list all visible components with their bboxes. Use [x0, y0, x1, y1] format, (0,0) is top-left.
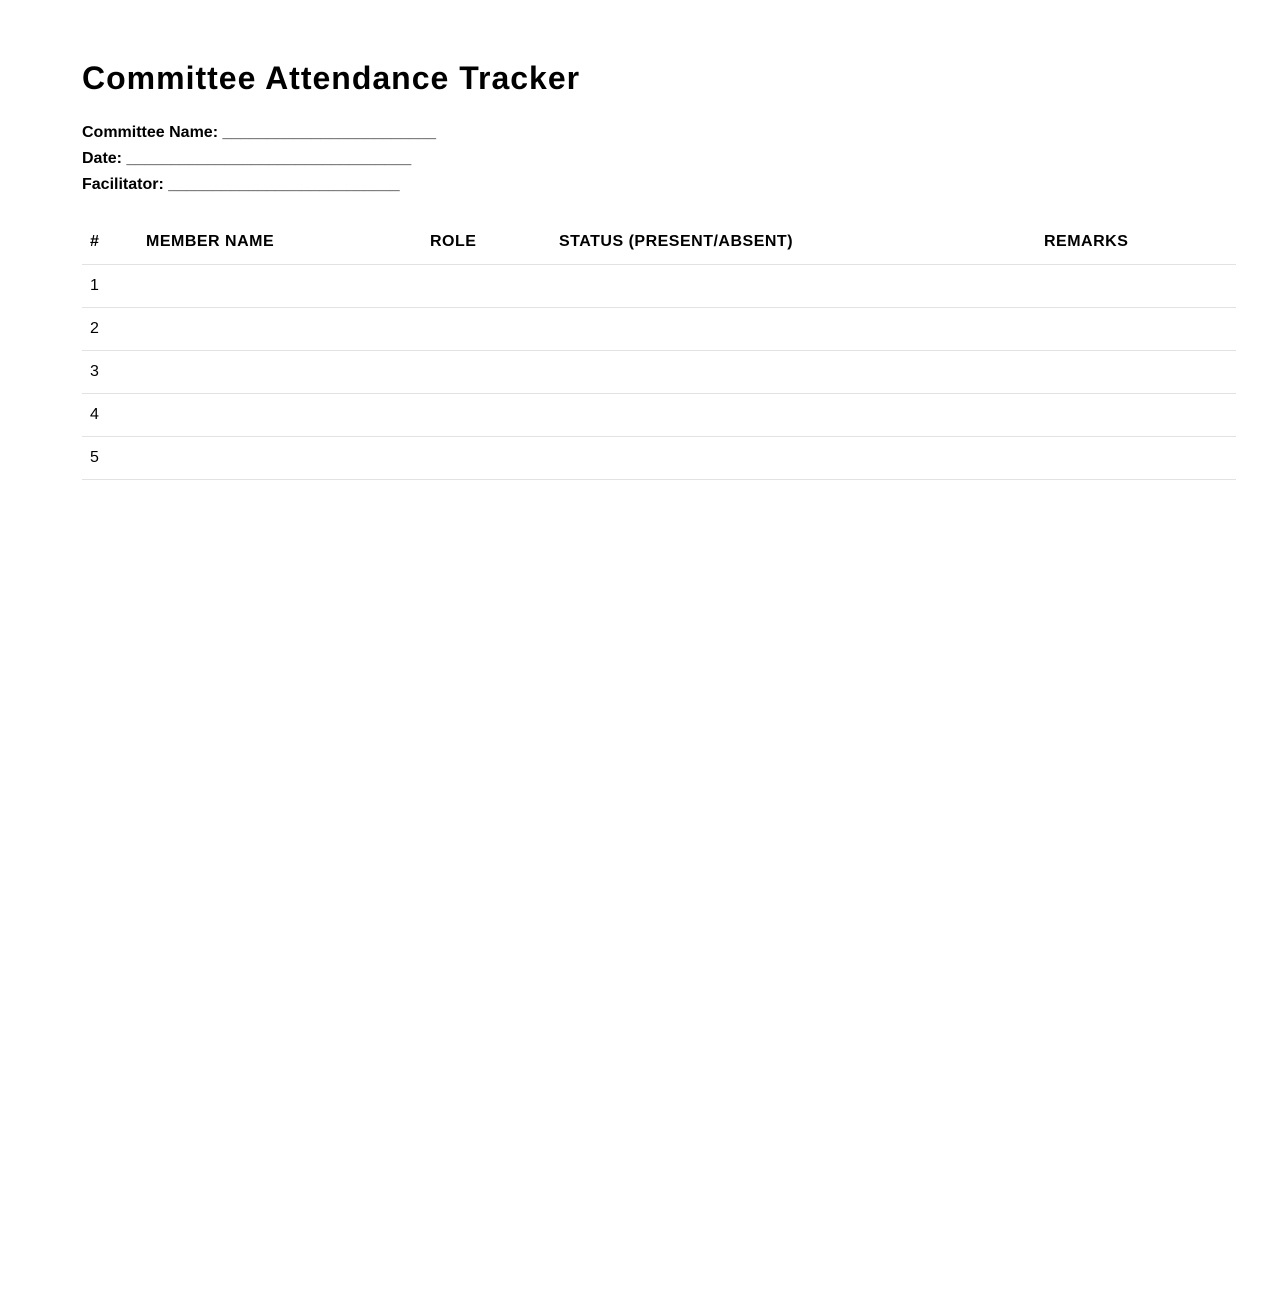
role-cell [422, 351, 551, 394]
role-cell [422, 265, 551, 308]
facilitator-label: Facilitator: [82, 176, 164, 193]
status-cell [551, 308, 1036, 351]
header-number: # [82, 220, 138, 265]
remarks-cell [1036, 437, 1236, 480]
table-row [82, 351, 1236, 394]
header-status: STATUS (PRESENT/ABSENT) [551, 220, 1036, 265]
header-role: ROLE [422, 220, 551, 265]
role-cell [422, 437, 551, 480]
remarks-cell [1036, 308, 1236, 351]
member-name-cell [138, 265, 422, 308]
row-number: 2 [82, 308, 138, 351]
member-name-cell [138, 394, 422, 437]
header-member-name: MEMBER NAME [138, 220, 422, 265]
table-header-row [82, 220, 1236, 265]
attendance-document [82, 58, 1196, 480]
status-cell [551, 265, 1036, 308]
remarks-cell [1036, 351, 1236, 394]
row-number: 1 [82, 265, 138, 308]
date-field [82, 146, 1196, 172]
date-label: Date: [82, 150, 123, 167]
committee-name-field [82, 120, 1196, 146]
facilitator-field [82, 172, 1196, 198]
header-fields [82, 120, 1196, 198]
status-cell [551, 351, 1036, 394]
member-name-cell [138, 351, 422, 394]
status-cell [551, 437, 1036, 480]
facilitator-blank: __________________________ [168, 176, 400, 193]
table-row [82, 265, 1236, 308]
role-cell [422, 308, 551, 351]
page-title: Committee Attendance Tracker [82, 60, 581, 96]
table-row [82, 437, 1236, 480]
committee-name-label: Committee Name: [82, 124, 219, 141]
member-name-cell [138, 308, 422, 351]
row-number: 3 [82, 351, 138, 394]
committee-name-blank: ________________________ [222, 124, 437, 141]
date-blank: ________________________________ [126, 150, 412, 167]
role-cell [422, 394, 551, 437]
remarks-cell [1036, 394, 1236, 437]
row-number: 5 [82, 437, 138, 480]
table-row [82, 308, 1236, 351]
header-remarks: REMARKS [1036, 220, 1236, 265]
member-name-cell [138, 437, 422, 480]
table-row [82, 394, 1236, 437]
remarks-cell [1036, 265, 1236, 308]
attendance-table [82, 220, 1236, 480]
status-cell [551, 394, 1036, 437]
row-number: 4 [82, 394, 138, 437]
